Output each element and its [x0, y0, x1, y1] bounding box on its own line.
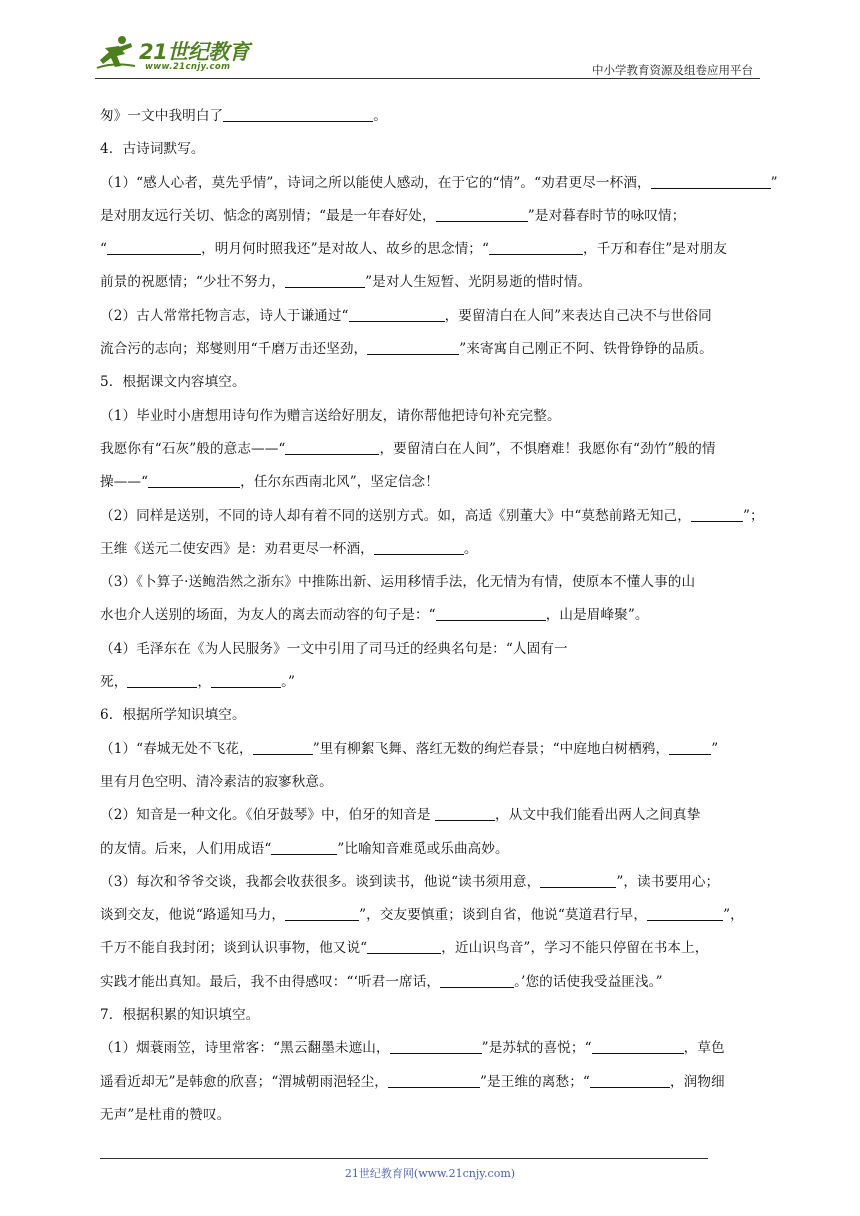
text-segment: 无声”是杜甫的赞叹。	[100, 1106, 231, 1123]
text-segment: ”是苏轼的喜悦；“	[481, 1040, 592, 1057]
text-line	[100, 1032, 765, 1065]
answer-blank[interactable]	[669, 740, 711, 755]
text-segment: ，山是眉峰聚”。	[545, 607, 649, 624]
text-segment: ”是对人生短暂、光阴易逝的惜时情。	[365, 274, 592, 291]
text-segment: （4）毛泽东在《为人民服务》一文中引用了司马迁的经典名句是：“人固有一	[100, 640, 568, 657]
logo-wordmark: 21世纪教育	[139, 40, 250, 64]
text-segment: 的友情。后来，人们用成语“	[100, 840, 272, 857]
text-segment: 遥看近却无”是韩愈的欣喜；“渭城朝雨浥轻尘，	[100, 1073, 388, 1090]
text-segment: （1）“春城无处不飞花，	[100, 740, 253, 757]
text-segment: 。	[373, 108, 387, 124]
text-segment: ”是王维的离愁；“	[479, 1073, 590, 1090]
answer-blank[interactable]	[390, 1039, 482, 1054]
answer-blank[interactable]	[253, 740, 313, 755]
text-line	[100, 566, 765, 599]
answer-blank[interactable]	[285, 906, 359, 921]
text-segment: 水也介人送别的场面，为友人的离去而动容的句子是：“	[100, 607, 436, 624]
text-segment: ，明月何时照我还”是对故人、故乡的思念情；“	[201, 241, 490, 258]
text-line	[100, 466, 765, 499]
text-segment: 5．根据课文内容填空。	[100, 374, 246, 391]
text-segment: 王维《送元二使安西》是：劝君更尽一杯酒，	[100, 540, 374, 557]
text-line	[100, 699, 765, 732]
text-segment: “	[100, 241, 108, 258]
text-segment: ”；	[742, 507, 764, 524]
answer-blank[interactable]	[349, 307, 445, 322]
page-footer: 21世纪教育网(www.21cnjy.com)	[344, 1167, 516, 1180]
text-segment: 前景的祝愿情；“少壮不努力，	[100, 274, 286, 291]
text-line	[100, 300, 765, 333]
text-line	[100, 966, 765, 999]
text-line	[100, 932, 765, 965]
text-segment: ，润物细	[669, 1073, 725, 1090]
text-segment: 死，	[100, 674, 128, 691]
text-segment: 我愿你有“石灰”般的意志——“	[100, 440, 286, 457]
text-segment: ”	[711, 740, 719, 757]
document-body	[100, 100, 778, 1132]
text-segment: ”里有柳絮飞舞、落红无数的绚烂春景；“中庭地白树栖鸦，	[312, 740, 670, 757]
text-line	[100, 533, 765, 566]
answer-blank[interactable]	[127, 673, 197, 688]
text-line	[100, 233, 765, 266]
answer-blank[interactable]	[374, 540, 464, 555]
text-segment: 谈到交友，他说“路遥知马力，	[100, 907, 286, 924]
text-line	[100, 400, 765, 433]
answer-blank[interactable]	[107, 240, 201, 255]
text-segment: （2）古人常常托物言志，诗人于谦通过“	[100, 307, 349, 324]
text-segment: 匆》一文中我明白了	[100, 108, 224, 124]
runner-logo-icon	[95, 34, 137, 74]
answer-blank[interactable]	[436, 207, 528, 222]
text-line	[100, 366, 765, 399]
answer-blank[interactable]	[285, 440, 379, 455]
text-segment: （2）知音是一种文化。《伯牙鼓琴》中，伯牙的知音是	[100, 807, 436, 824]
text-line	[100, 733, 765, 766]
text-segment: ”比喻知音难觅或乐曲高妙。	[337, 840, 509, 857]
text-line	[100, 766, 765, 799]
text-line	[100, 899, 765, 932]
text-segment: ”	[770, 174, 778, 191]
answer-blank[interactable]	[211, 673, 281, 688]
text-segment: 操——“	[100, 474, 149, 491]
text-segment: ，要留清白在人间”，不惧磨难！我愿你有“劲竹”般的情	[379, 440, 716, 457]
text-segment: ，任尔东西南北风”，坚定信念！	[240, 474, 439, 491]
text-segment: ”是对暮春时节的咏叹情；	[527, 207, 686, 224]
answer-blank[interactable]	[651, 174, 771, 189]
text-line	[100, 133, 765, 166]
text-line	[100, 866, 765, 899]
answer-blank[interactable]	[436, 606, 546, 621]
answer-blank[interactable]	[435, 806, 495, 821]
text-segment: ”，	[723, 907, 744, 924]
answer-blank[interactable]	[590, 1073, 670, 1088]
text-segment: ”来寄寓自己刚正不阿、铁骨铮铮的品质。	[459, 341, 713, 358]
text-segment: （1）烟蓑雨笠，诗里常客：“黑云翻墨未遮山，	[100, 1040, 390, 1057]
answer-blank[interactable]	[440, 973, 514, 988]
text-line	[100, 599, 765, 632]
text-segment: ，近山识鸟音”，学习不能只停留在书本上，	[441, 940, 709, 957]
text-line	[100, 500, 765, 533]
answer-blank[interactable]	[148, 473, 240, 488]
text-segment: 。	[463, 540, 478, 557]
text-segment: 里有月色空明、清冷素洁的寂寥秋意。	[100, 773, 333, 790]
text-line	[100, 1066, 765, 1099]
text-segment: （1）“感人心者，莫先乎情”，诗词之所以能使人感动，在于它的“情”。“劝君更尽一杯酒，	[100, 174, 651, 191]
logo-url: www.21cnjy.com	[145, 62, 231, 72]
text-segment: ”，读书要用心；	[616, 873, 720, 890]
text-line	[100, 633, 765, 666]
page-header	[95, 30, 755, 78]
text-segment: 。”	[281, 674, 296, 691]
text-line	[100, 433, 765, 466]
text-segment: 7．根据积累的知识填空。	[100, 1007, 260, 1024]
answer-blank[interactable]	[388, 1073, 480, 1088]
text-segment: 是对朋友远行关切、惦念的离别情；“最是一年春好处，	[100, 207, 436, 224]
text-segment: （3）每次和爷爷交谈，我都会收获很多。谈到读书，他说“读书须用意，	[100, 873, 541, 890]
text-line	[100, 200, 765, 233]
answer-blank[interactable]	[367, 340, 459, 355]
answer-blank[interactable]	[592, 1039, 684, 1054]
text-segment: ，要留清白在人间”来表达自己决不与世俗同	[444, 307, 712, 324]
text-segment: 流合污的志向；郑燮则用“千磨万击还坚劲，	[100, 341, 368, 358]
text-line	[100, 833, 765, 866]
answer-blank[interactable]	[367, 939, 441, 954]
text-segment: 4．古诗词默写。	[100, 141, 205, 158]
text-line	[100, 266, 765, 299]
answer-blank[interactable]	[647, 906, 723, 921]
text-segment: ，从文中我们能看出两人之间真挚	[495, 807, 701, 824]
answer-blank[interactable]	[285, 273, 365, 288]
text-segment: 千万不能自我封闭；谈到认识事物，他又说“	[100, 940, 368, 957]
text-segment: 实践才能出真知。最后，我不由得感叹：“‘听君一席话，	[100, 973, 441, 990]
text-line	[100, 333, 765, 366]
footer-divider	[100, 1158, 708, 1159]
text-segment: （1）毕业时小唐想用诗句作为赠言送给好朋友，请你帮他把诗句补充完整。	[100, 407, 561, 424]
header-divider	[95, 78, 760, 79]
text-line	[100, 799, 765, 832]
platform-tagline: 中小学教育资源及组卷应用平台	[592, 63, 753, 77]
text-segment: ，草色	[683, 1040, 725, 1057]
answer-blank[interactable]	[271, 840, 337, 855]
text-line	[100, 1099, 765, 1132]
text-line	[100, 167, 778, 200]
site-logo	[95, 34, 260, 74]
answer-blank[interactable]	[223, 107, 373, 122]
text-segment: ，	[197, 674, 212, 691]
answer-blank[interactable]	[540, 873, 616, 888]
answer-blank[interactable]	[489, 240, 583, 255]
text-segment: ”，交友要慎重；谈到自省，他说“莫道君行早，	[359, 907, 648, 924]
answer-blank[interactable]	[691, 507, 743, 522]
text-segment: 。’您的话使我受益匪浅。”	[514, 973, 663, 990]
text-line	[100, 100, 765, 133]
text-line	[100, 666, 765, 699]
text-segment: 6．根据所学知识填空。	[100, 707, 246, 724]
text-segment: （3）《卜算子·送鲍浩然之浙东》中推陈出新、运用移情手法，化无情为有情，使原本不懂人事的山	[100, 574, 696, 591]
text-segment: （2）同样是送别，不同的诗人却有着不同的送别方式。如，高适《别董大》中“莫愁前路无知己，	[100, 507, 691, 524]
text-segment: ，千万和春住”是对朋友	[583, 241, 728, 258]
text-line	[100, 999, 765, 1032]
